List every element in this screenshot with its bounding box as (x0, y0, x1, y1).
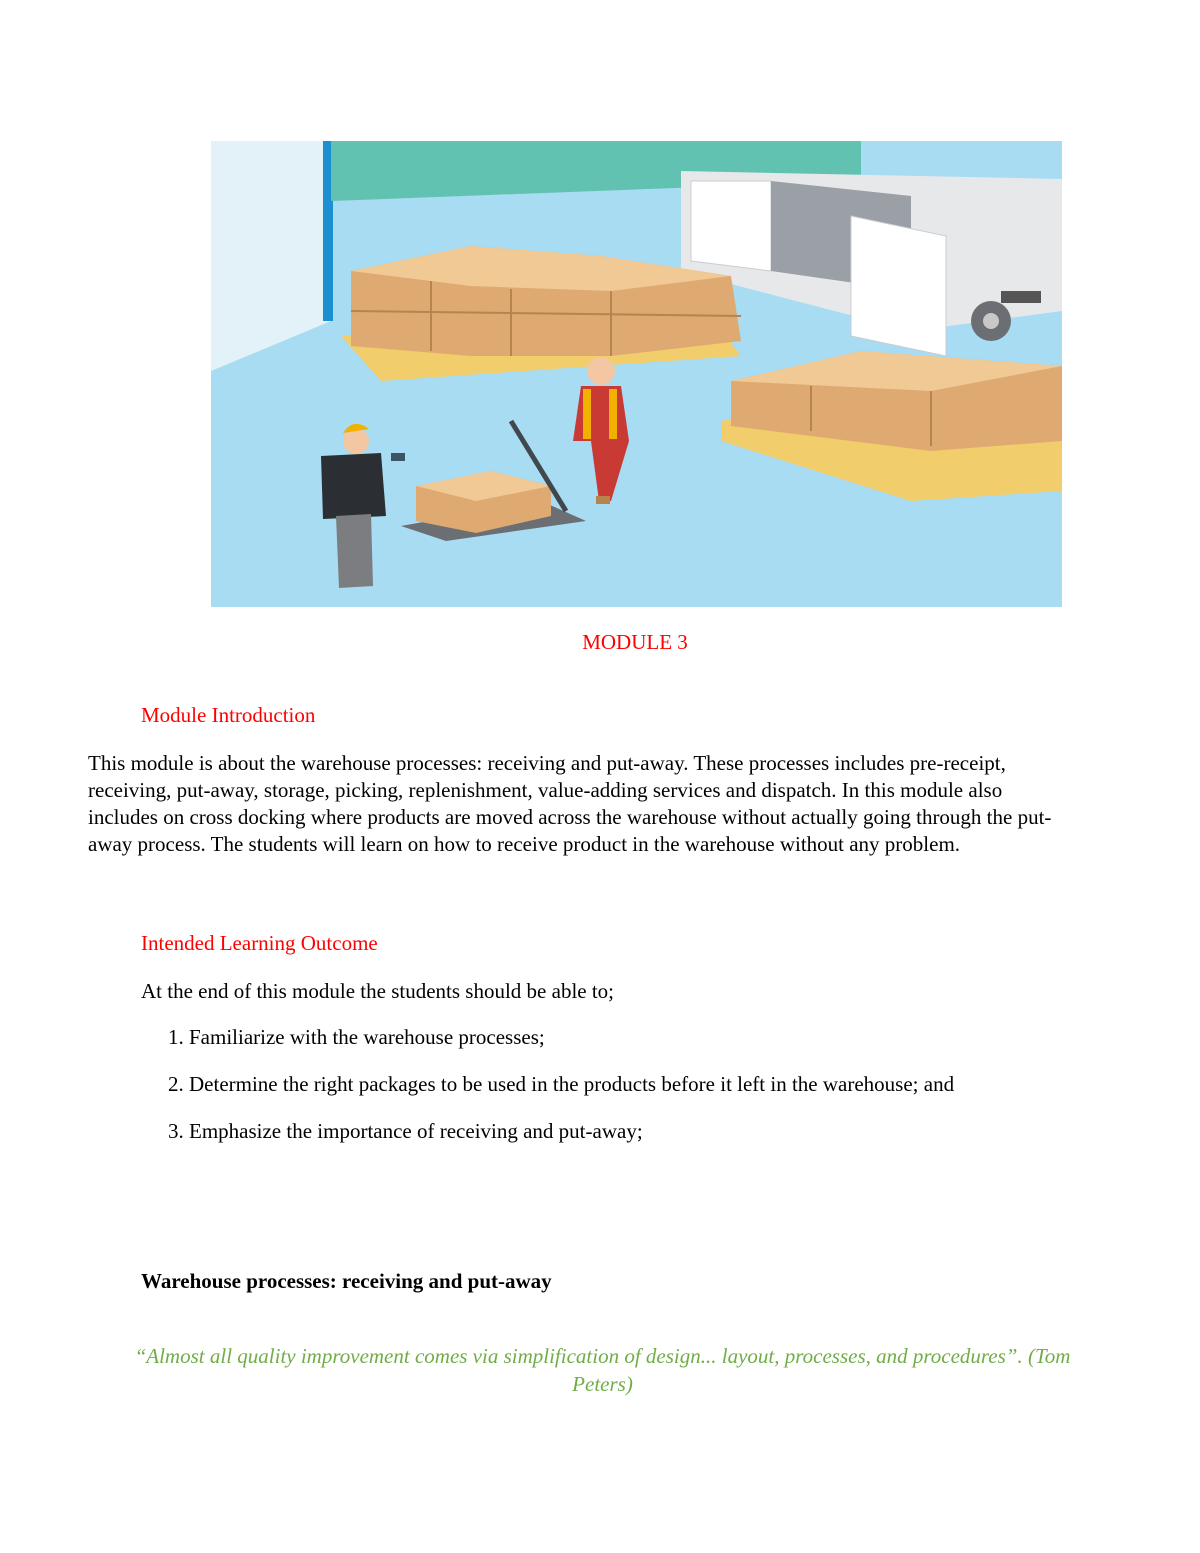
module-introduction-heading: Module Introduction (141, 703, 316, 727)
learning-outcome-lead: At the end of this module the students should be able to; (141, 979, 615, 1003)
list-item: 2. Determine the right packages to be used in the products before it left in the warehouse; and (168, 1072, 955, 1096)
module-introduction-paragraph: This module is about the warehouse processes: receiving and put-away. These processes includes pre-receipt, receiving, put-away, storage, picking, replenishment, value-adding services and dispatch. In this module also includes on cross docking where products are moved across the warehouse without actually going through the put-away process. The students will learn on how to receive product in the warehouse without any problem. (88, 751, 1052, 856)
quote: “Almost all quality improvement comes via simplification of design... layout, processes, and procedures”. (Tom Peters) (134, 1344, 1071, 1396)
intended-learning-outcome-heading: Intended Learning Outcome (141, 931, 378, 955)
module-title: MODULE 3 (582, 630, 688, 654)
section-heading: Warehouse processes: receiving and put-away (141, 1269, 552, 1293)
list-item: 1. Familiarize with the warehouse processes; (168, 1025, 545, 1049)
warehouse-illustration (211, 141, 1062, 607)
learning-outcome-list (168, 1025, 954, 1166)
list-item: 3. Emphasize the importance of receiving and put-away; (168, 1119, 643, 1143)
